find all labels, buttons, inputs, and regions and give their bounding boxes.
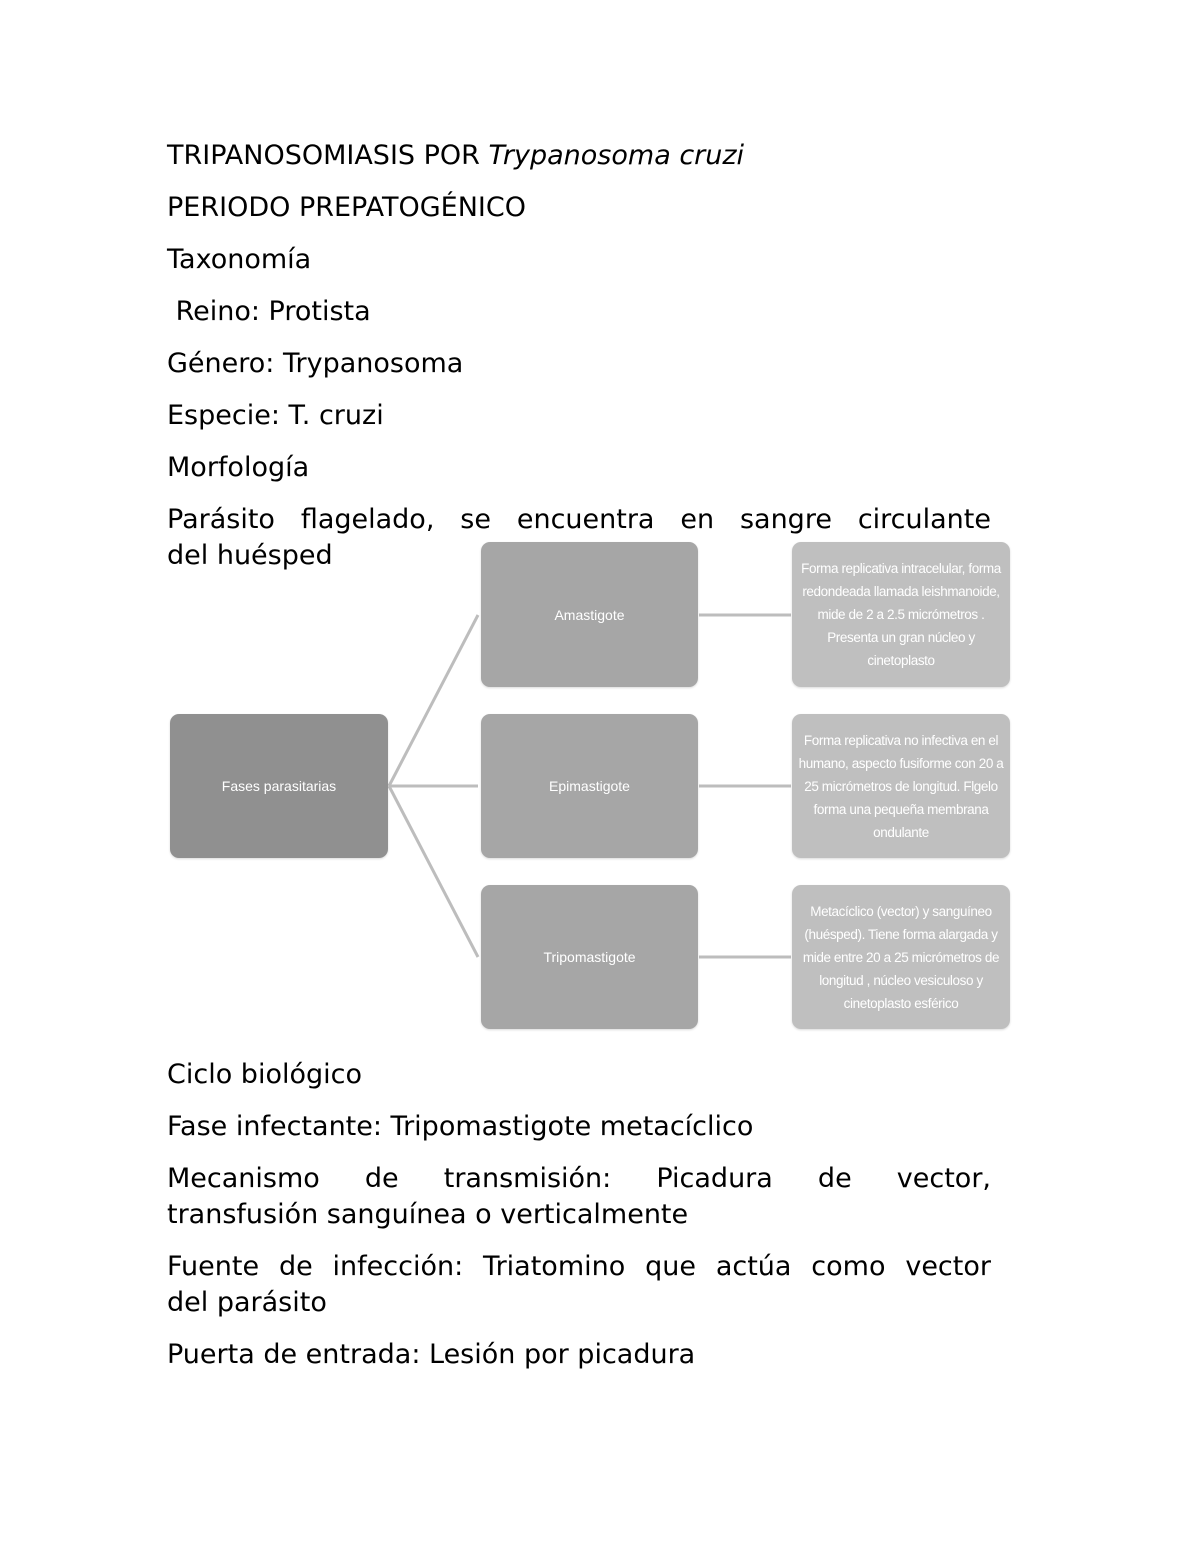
stage-description: Metacíclico (vector) y sanguíneo (huésped). Tiene forma alargada y mide entre 20 a 25 micrómetros de longitud , núcleo vesiculoso y cinetoplasto esférico xyxy=(802,903,1000,1011)
stage-description: Forma replicativa no infectiva en el humano, aspecto fusiforme con 20 a 25 micrómetros de longitud. Flgelo forma una pequeña membrana ondulante xyxy=(798,732,1004,840)
diagram-root-label: Fases parasitarias xyxy=(221,778,337,794)
title-species: Trypanosoma cruzi xyxy=(488,140,745,171)
cycle-transmission-line2: transfusión sanguínea o verticalmente xyxy=(167,1199,689,1230)
taxonomy-kingdom: Reino: Protista xyxy=(167,296,371,327)
stage-desc-tripomastigote xyxy=(792,885,1010,1029)
morphology-heading: Morfología xyxy=(167,452,310,483)
title-main: TRIPANOSOMIASIS POR xyxy=(167,140,489,171)
stage-description: Forma replicativa intracelular, forma redondeada llamada leishmanoide, mide de 2 a 2.5 micrómetros . Presenta un gran núcleo y cinetoplasto xyxy=(801,561,1001,668)
stage-label: Epimastigote xyxy=(549,778,630,794)
stage-label: Tripomastigote xyxy=(543,949,636,965)
cycle-heading: Ciclo biológico xyxy=(167,1059,362,1090)
stage-label: Amastigote xyxy=(554,606,625,623)
cycle-infective-phase: Fase infectante: Tripomastigote metacíclico xyxy=(167,1111,754,1142)
connector-root-tripomastigote xyxy=(389,786,478,957)
diagram-root-box xyxy=(170,714,388,858)
stage-desc-epimastigote xyxy=(792,714,1010,858)
stage-desc-amastigote xyxy=(792,542,1010,687)
stage-box-amastigote xyxy=(481,542,698,687)
stage-box-tripomastigote xyxy=(481,885,698,1029)
cycle-source-line1: Fuente de infección: Triatomino que actúa como vector xyxy=(167,1251,991,1282)
taxonomy-species: Especie: T. cruzi xyxy=(167,400,384,431)
period-heading: PERIODO PREPATOGÉNICO xyxy=(167,192,526,223)
morphology-text-line2: del huésped xyxy=(167,540,333,571)
cycle-source-line2: del parásito xyxy=(167,1287,327,1318)
morphology-text-line1: Parásito flagelado, se encuentra en sangre circulante xyxy=(167,504,991,535)
taxonomy-heading: Taxonomía xyxy=(167,244,312,275)
cycle-entry: Puerta de entrada: Lesión por picadura xyxy=(167,1339,696,1370)
connector-root-amastigote xyxy=(389,615,478,786)
stage-box-epimastigote xyxy=(481,714,698,858)
cycle-transmission-line1: Mecanismo de transmisión: Picadura de vector, xyxy=(167,1163,991,1194)
taxonomy-genus: Género: Trypanosoma xyxy=(167,348,464,379)
